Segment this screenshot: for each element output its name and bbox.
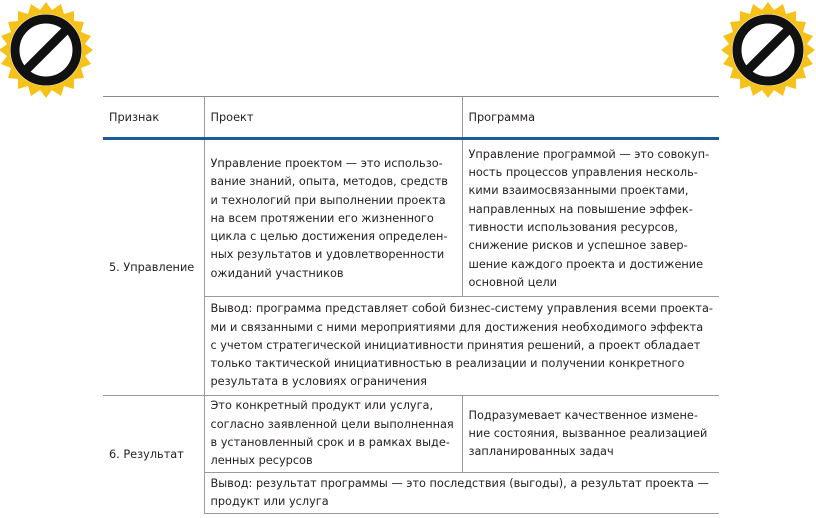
table-row [103,396,719,473]
cell-program-management: Управление программой — это совокуп- ность процессов управления несколь- кими взаимосвязанными проектами, направленных на повышение эффек- тивности использования ресурсов, снижение рисков и успешное завер- шение каждого проекта и достижение основной цели [462,139,719,297]
prohibition-icon-right [718,0,816,100]
comparison-table [103,96,719,514]
header-project: Проект [204,97,462,139]
conclusion-management: Вывод: программа представляет собой бизнес-систему управления всеми проекта- ми и связанными с ними мероприятиями для достижения необходимого эффекта с учетом стратегической инициативности принятия решений, а проект обладает только тактической инициативностью в реализации и получении конкретного результата в условиях ограничения [204,297,719,396]
prohibition-icon-left [0,0,96,100]
header-program: Программа [462,97,719,139]
cell-program-result: Подразумевает качественное измене- ние состояния, вызванное реализацией запланированных задач [462,396,719,473]
cell-project-management: Управление проектом — это использо- вание знаний, опыта, методов, средств и технологий при выполнении проекта на всем протяжении его жизненного цикла с целью достижения определен- ных результатов и удовлетворенности ожиданий участников [204,139,462,297]
cell-project-result: Это конкретный продукт или услуга, согласно заявленной цели выполненная в установленный срок и в рамках выде- ленных ресурсов [204,396,462,473]
table-row [103,139,719,297]
table-header-row [103,97,719,139]
row-label-result: 6. Результат [103,396,204,514]
conclusion-result: Вывод: результат программы — это последствия (выгоды), а результат проекта — продукт или услуга [204,473,719,514]
row-label-management: 5. Управление [103,139,204,396]
header-feature: Признак [103,97,204,139]
